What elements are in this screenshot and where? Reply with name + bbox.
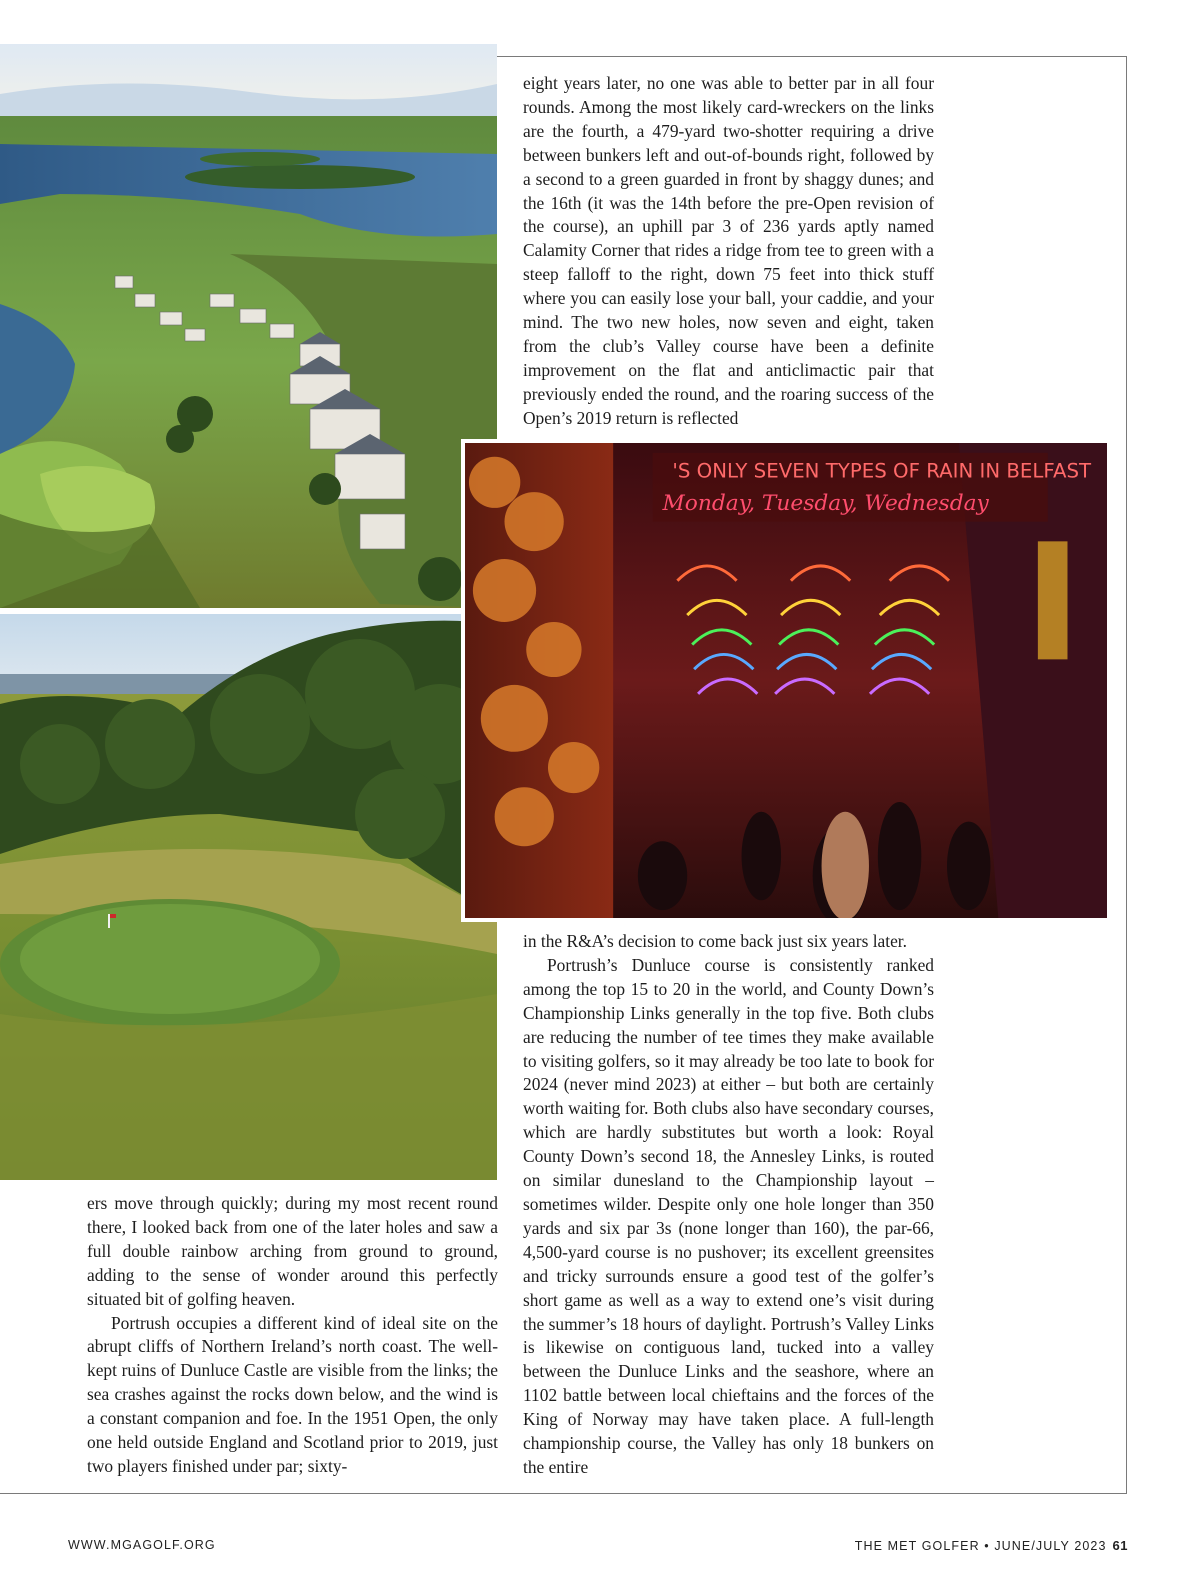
page-number: 61 [1112, 1538, 1128, 1553]
frame-right-rule [1126, 56, 1127, 1494]
neon-sign-line2: Monday, Tuesday, Wednesday [662, 490, 989, 516]
article-column-top-right [523, 72, 934, 431]
article-paragraph: in the R&A’s decision to come back just six years later. [523, 931, 907, 951]
neon-sign-line1: 'S ONLY SEVEN TYPES OF RAIN IN BELFAST [672, 459, 1092, 483]
footer-website-text: WWW.MGAGOLF.ORG [68, 1538, 216, 1552]
golf-green-illustration [0, 614, 497, 1180]
footer-website [68, 1538, 216, 1552]
article-column-bottom-left [87, 1192, 498, 1479]
footer-publication [855, 1538, 1128, 1553]
golf-green-photo [0, 614, 497, 1180]
article-column-bottom-right [523, 930, 934, 1480]
neon-alley-photo [461, 439, 1111, 922]
article-paragraph: Portrush occupies a different kind of ideal site on the abrupt cliffs of Northern Ireland’s north coast. The well-kept ruins of Dunluce Castle are visible from the links; the sea crashes against the rocks down below, and the wind is a constant companion and foe. In the 1951 Open, the only one held outside England and Scotland prior to 2019, just two players finished under par; sixty- [87, 1312, 498, 1476]
frame-top-rule [497, 56, 1127, 57]
frame-bottom-rule [0, 1493, 1127, 1494]
footer-publication-text: THE MET GOLFER • JUNE/JULY 2023 [854, 1539, 1107, 1553]
aerial-resort-photo [0, 44, 497, 608]
article-paragraph: eight years later, no one was able to better par in all four rounds. Among the most likely card-wreckers on the links are the fourth, a 479-yard two-shotter requiring a drive between bunkers left and out-of-bounds right, followed by a second to a green guarded in front by shaggy dunes; and the 16th (it was the 14th before the pre-Open revision of the course), an uphill par 3 of 236 yards aptly named Calamity Corner that rides a ridge from tee to green with a steep falloff to the right, down 75 feet into thick stuff where you can easily lose your ball, your caddie, and your mind. The two new holes, now seven and eight, taken from the club’s Valley course have been a definite improvement on the flat and anticlimactic pair that previously ended the round, and the roaring success of the Open’s 2019 return is reflected [523, 73, 934, 428]
aerial-resort-illustration [0, 44, 497, 608]
article-paragraph: ers move through quickly; during my most recent round there, I looked back from one of the later holes and saw a full double rainbow arching from ground to ground, adding to the sense of wonder around this perfectly situated bit of golfing heaven. [87, 1193, 498, 1309]
article-paragraph: Portrush’s Dunluce course is consistently ranked among the top 15 to 20 in the world, and County Down’s Championship Links generally in the top five. Both clubs are reducing the number of tee times they make available to visiting golfers, so it may already be too late to book for 2024 (never mind 2023) at either – but both are certainly worth waiting for. Both clubs also have secondary courses, which are hardly substitutes but worth a look: Royal County Down’s second 18, the Annesley Links, is routed on similar dunesland to the Championship layout – sometimes wilder. Despite only one hole longer than 350 yards and six par 3s (none longer than 160), the par-66, 4,500-yard course is no pushover; its excellent greensites and tricky surrounds ensure a good test of the golfer’s short game as well as a way to extend one’s visit during the summer’s 18 hours of daylight. Portrush’s Valley Links is likewise on contiguous land, tucked into a valley between the Dunluce Links and the seashore, where an 1102 battle between local chieftains and the forces of the King of Norway may have taken place. A full-length championship course, the Valley has only 18 bunkers on the entire [523, 954, 934, 1477]
neon-alley-illustration [465, 443, 1107, 918]
